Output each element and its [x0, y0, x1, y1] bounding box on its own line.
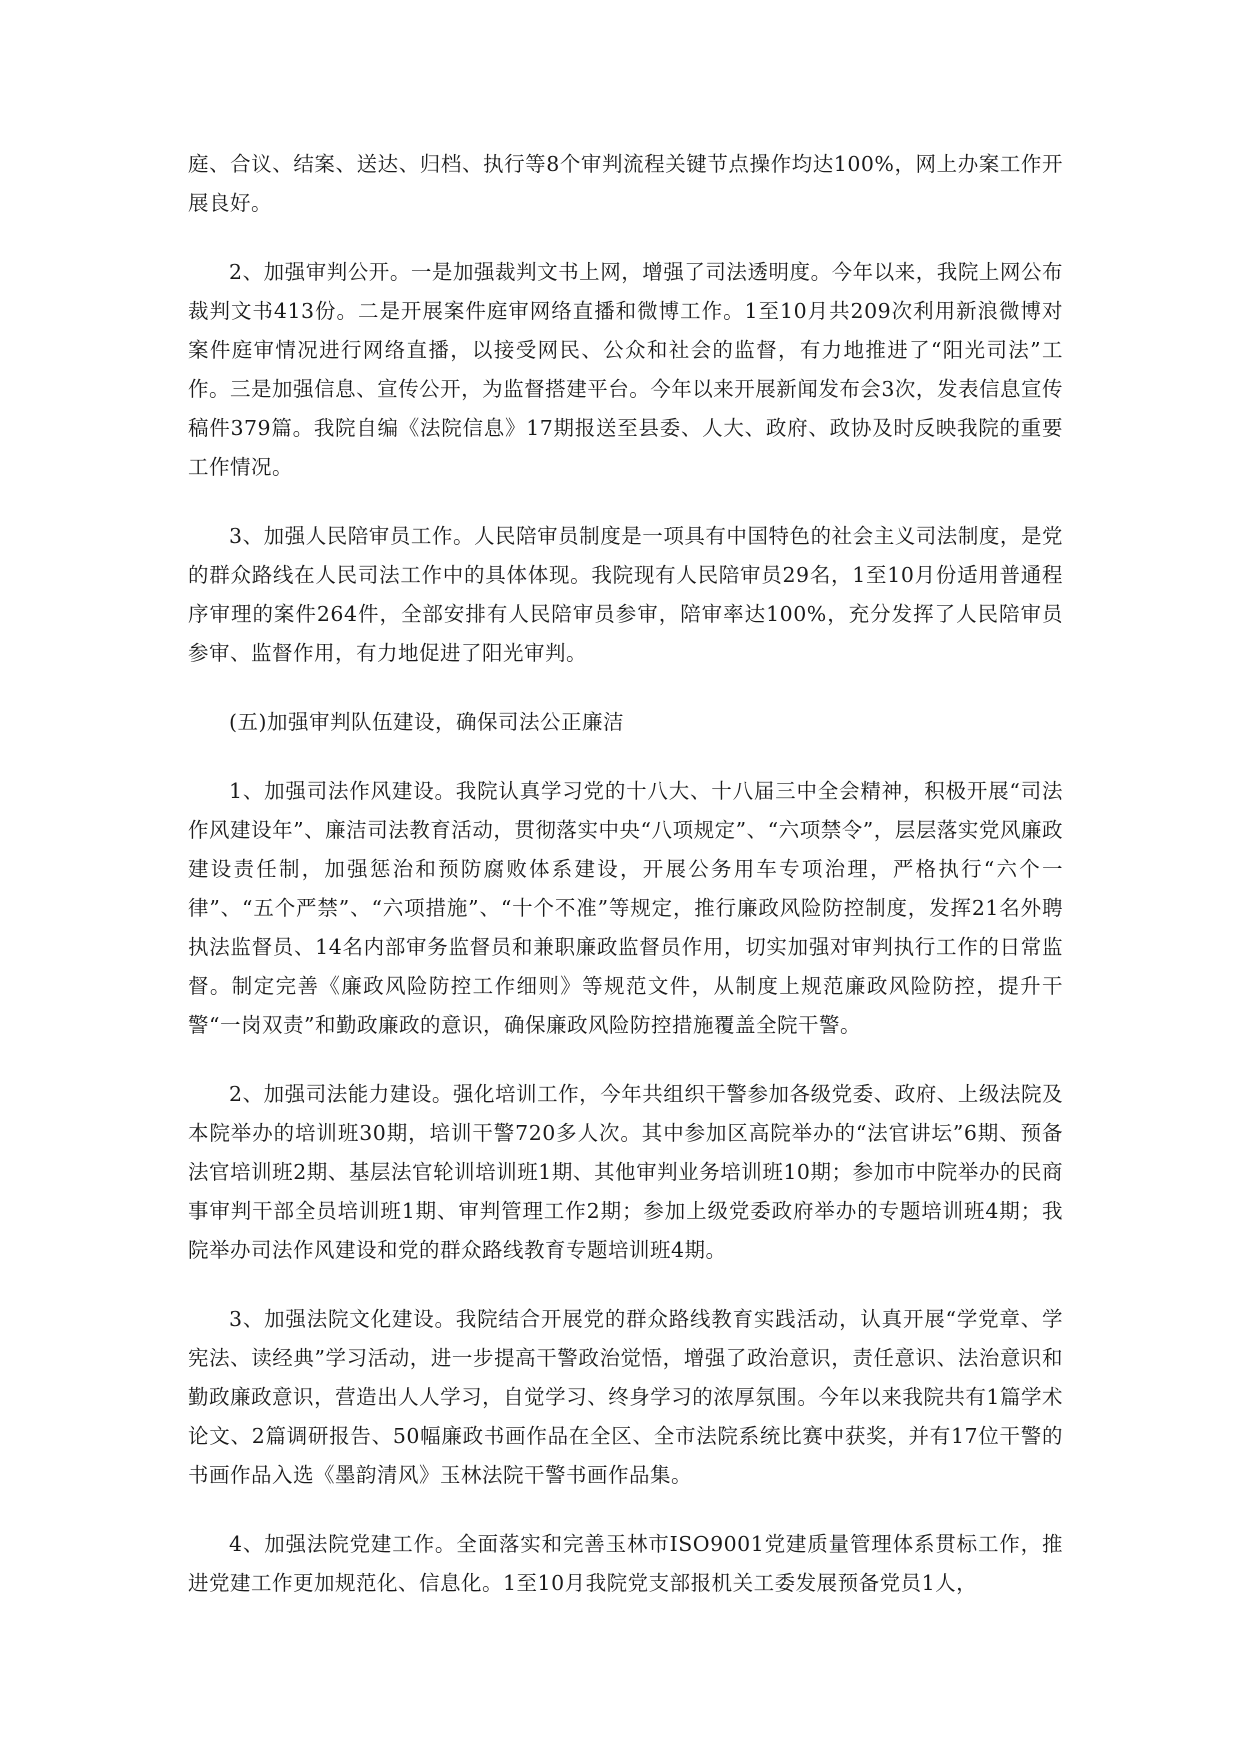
paragraph-judicial-style: 1、加强司法作风建设。我院认真学习党的十八大、十八届三中全会精神，积极开展“司法作风建设年”、廉洁司法教育活动，贯彻落实中央“八项规定”、“六项禁令”，层层落实党风廉政建设责任制，加强惩治和预防腐败体系建设，开展公务用车专项治理，严格执行“六个一律”、“五个严禁”、“六项措施”、“十个不准”等规定，推行廉政风险防控制度，发挥21名外聘执法监督员、14名内部审务监督员和兼职廉政监督员作用，切实加强对审判执行工作的日常监督。制定完善《廉政风险防控工作细则》等规范文件，从制度上规范廉政风险防控，提升干警“一岗双责”和勤政廉政的意识，确保廉政风险防控措施覆盖全院干警。 — [188, 779, 1063, 1037]
document-page — [188, 145, 1063, 1603]
paragraph-court-culture: 3、加强法院文化建设。我院结合开展党的群众路线教育实践活动，认真开展“学党章、学宪法、读经典”学习活动，进一步提高干警政治觉悟，增强了政治意识，责任意识、法治意识和勤政廉政意识，营造出人人学习，自觉学习、终身学习的浓厚氛围。今年以来我院共有1篇学术论文、2篇调研报告、50幅廉政书画作品在全区、全市法院系统比赛中获奖，并有17位干警的书画作品入选《墨韵清风》玉林法院干警书画作品集。 — [188, 1307, 1063, 1487]
section-heading-5: (五)加强审判队伍建设，确保司法公正廉洁 — [229, 710, 624, 734]
paragraph-trial-openness: 2、加强审判公开。一是加强裁判文书上网，增强了司法透明度。今年以来，我院上网公布裁判文书413份。二是开展案件庭审网络直播和微博工作。1至10月共209次利用新浪微博对案件庭审情况进行网络直播，以接受网民、公众和社会的监督，有力地推进了“阳光司法”工作。三是加强信息、宣传公开，为监督搭建平台。今年以来开展新闻发布会3次，发表信息宣传稿件379篇。我院自编《法院信息》17期报送至县委、人大、政府、政协及时反映我院的重要工作情况。 — [188, 260, 1063, 479]
paragraph-judicial-capacity: 2、加强司法能力建设。强化培训工作，今年共组织干警参加各级党委、政府、上级法院及本院举办的培训班30期，培训干警720多人次。其中参加区高院举办的“法官讲坛”6期、预备法官培训班2期、基层法官轮训培训班1期、其他审判业务培训班10期；参加市中院举办的民商事审判干部全员培训班1期、审判管理工作2期；参加上级党委政府举办的专题培训班4期；我院举办司法作风建设和党的群众路线教育专题培训班4期。 — [188, 1082, 1063, 1262]
paragraph-people-assessors: 3、加强人民陪审员工作。人民陪审员制度是一项具有中国特色的社会主义司法制度，是党的群众路线在人民司法工作中的具体体现。我院现有人民陪审员29名，1至10月份适用普通程序审理的案件264件，全部安排有人民陪审员参审，陪审率达100%，充分发挥了人民陪审员参审、监督作用，有力地促进了阳光审判。 — [188, 524, 1063, 665]
paragraph-party-building: 4、加强法院党建工作。全面落实和完善玉林市ISO9001党建质量管理体系贯标工作，推进党建工作更加规范化、信息化。1至10月我院党支部报机关工委发展预备党员1人， — [188, 1532, 1063, 1595]
paragraph-continued: 庭、合议、结案、送达、归档、执行等8个审判流程关键节点操作均达100%，网上办案工作开展良好。 — [188, 152, 1063, 215]
